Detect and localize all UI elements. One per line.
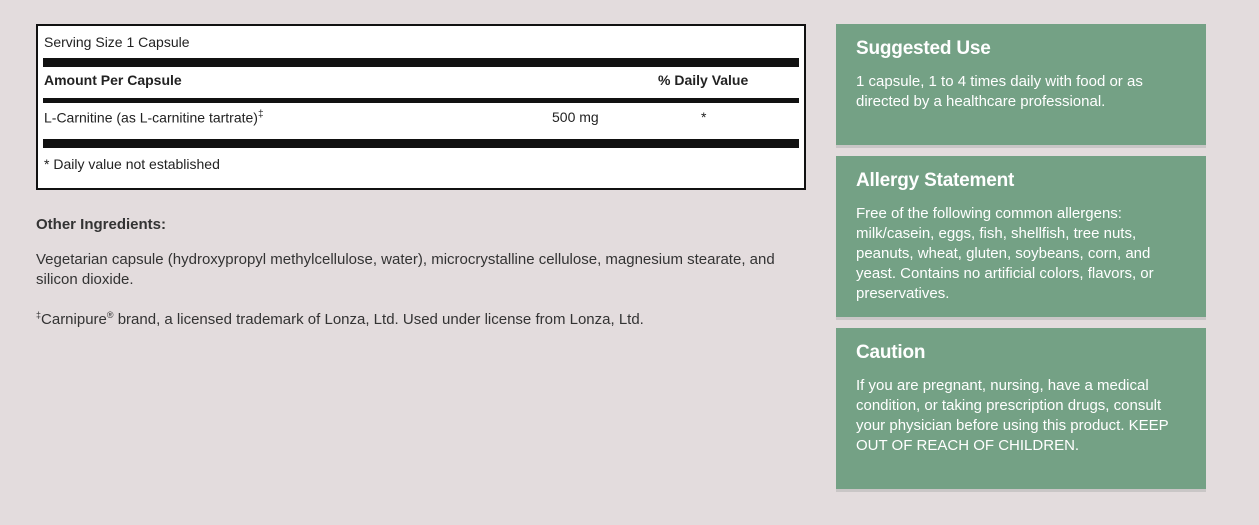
- ingredient-mark: ‡: [257, 109, 264, 120]
- serving-size: Serving Size 1 Capsule: [44, 34, 190, 50]
- suggested-use-title: Suggested Use: [856, 38, 991, 59]
- trademark-brand: Carnipure: [41, 311, 107, 328]
- daily-value-header: % Daily Value: [658, 72, 749, 88]
- divider-thick: [43, 139, 799, 148]
- trademark-note: [36, 305, 806, 330]
- caution-text: If you are pregnant, nursing, have a medical condition, or taking prescription drugs, consult your physician before using this product. KEEP OUT OF REACH OF CHILDREN.: [856, 377, 1169, 454]
- facts-footnote: * Daily value not established: [44, 156, 220, 172]
- caution-title: Caution: [856, 342, 926, 363]
- registered-mark: ®: [106, 310, 114, 320]
- ingredient-daily-value: *: [701, 109, 707, 125]
- other-ingredients-text: Vegetarian capsule (hydroxypropyl methylcellulose, water), microcrystalline cellulose, magnesium stearate, and silicon dioxide.: [36, 251, 775, 288]
- amount-per-capsule-header: Amount Per Capsule: [44, 72, 182, 88]
- caution-card: [836, 328, 1206, 492]
- ingredient-amount: 500 mg: [552, 109, 599, 125]
- trademark-mark: ‡: [36, 310, 42, 320]
- allergy-statement-card: [836, 156, 1206, 320]
- trademark-text: brand, a licensed trademark of Lonza, Ltd. Used under license from Lonza, Ltd.: [113, 311, 644, 328]
- ingredient-name: L-Carnitine (as L-carnitine tartrate): [44, 109, 258, 126]
- divider-thick: [43, 58, 799, 67]
- ingredient-row: [44, 109, 798, 126]
- suggested-use-card: [836, 24, 1206, 148]
- suggested-use-text: 1 capsule, 1 to 4 times daily with food or as directed by a healthcare professional.: [856, 73, 1143, 110]
- supplement-facts-panel: [36, 24, 806, 190]
- other-ingredients-title: Other Ingredients:: [36, 216, 167, 233]
- divider-medium: [43, 98, 799, 103]
- facts-header-row: [44, 72, 798, 88]
- allergy-statement-text: Free of the following common allergens: milk/casein, eggs, fish, shellfish, tree nuts, peanuts, wheat, gluten, soybeans, corn, and yeast. Contains no artificial colors, flavors, or preservatives.: [856, 205, 1154, 302]
- allergy-statement-title: Allergy Statement: [856, 170, 1015, 191]
